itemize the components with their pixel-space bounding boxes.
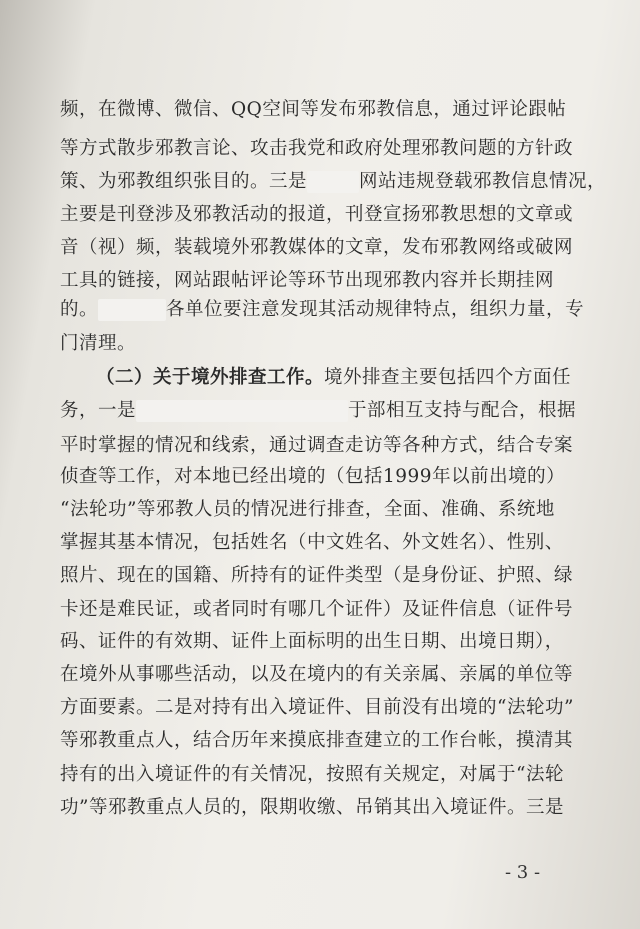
text-line: 等邪教重点人，结合历年来摸底排查建立的工作台帐，摸清其 <box>60 730 574 751</box>
text-segment: 的。 <box>60 299 99 320</box>
text-line: 门清理。 <box>60 333 137 354</box>
text-line: 频，在微博、微信、QQ空间等发布邪教信息，通过评论跟帖 <box>60 99 567 120</box>
text-line <box>60 398 576 424</box>
text-segment: 于部相互支持与配合，根据 <box>348 400 577 421</box>
text-segment: 务，一是 <box>60 400 137 421</box>
text-line: 音（视）频，装载境外邪教媒体的文章，发布邪教网络或破网 <box>60 237 574 258</box>
text-line <box>60 297 584 323</box>
section-heading: （二）关于境外排查工作。 <box>96 367 325 388</box>
text-line: 照片、现在的国籍、所持有的证件类型（是身份证、护照、绿 <box>60 565 574 586</box>
text-line: 卡还是难民证，或者同时有哪几个证件）及证件信息（证件号 <box>60 599 574 620</box>
text-line: 功”等邪教重点人员的，限期收缴、吊销其出入境证件。三是 <box>60 797 564 818</box>
text-line: 码、证件的有效期、证件上面标明的出生日期、出境日期）， <box>60 631 564 652</box>
text-line: 等方式散步邪教言论、攻击我党和政府处理邪教问题的方针政 <box>60 138 574 159</box>
text-line: 主要是刊登涉及邪教活动的报道，刊登宣扬邪教思想的文章或 <box>60 204 574 225</box>
text-line: “法轮功”等邪教人员的情况进行排查，全面、准确、系统地 <box>60 499 555 520</box>
redaction-block <box>136 400 348 422</box>
redaction-block <box>98 299 166 321</box>
text-segment: 各单位要注意发现其活动规律特点，组织力量，专 <box>166 299 585 320</box>
text-line: 持有的出入境证件的有关情况，按照有关规定，对属于“法轮 <box>60 764 564 785</box>
text-line <box>60 169 606 195</box>
text-line: 工具的链接，网站跟帖评论等环节出现邪教内容并长期挂网 <box>60 270 555 291</box>
text-line: 侦查等工作，对本地已经出境的（包括1999年以前出境的） <box>60 466 566 487</box>
text-line: 平时掌握的情况和线索，通过调查走访等各种方式，结合专案 <box>60 435 574 456</box>
section-heading-line <box>96 365 571 391</box>
text-line: 掌握其基本情况，包括姓名（中文姓名、外文姓名）、性别、 <box>60 532 564 553</box>
text-segment: 境外排查主要包括四个方面任 <box>324 367 572 388</box>
redaction-block <box>307 171 359 193</box>
text-segment: 网站违规登载邪教信息情况， <box>359 171 607 192</box>
text-line: 在境外从事哪些活动，以及在境内的有关亲属、亲属的单位等 <box>60 664 574 685</box>
text-segment: 策、为邪教组织张目的。三是 <box>60 171 308 192</box>
page-number: - 3 - <box>505 862 541 883</box>
text-line: 方面要素。二是对持有出入境证件、目前没有出境的“法轮功” <box>60 697 574 718</box>
